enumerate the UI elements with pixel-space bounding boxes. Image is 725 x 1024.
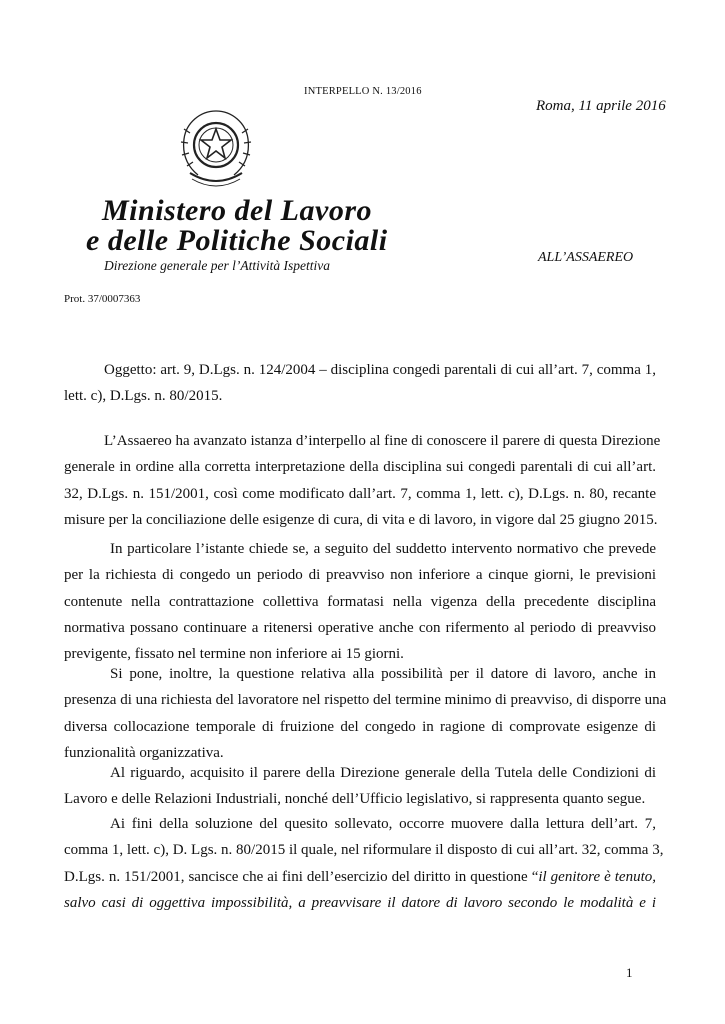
text-run: D.Lgs. n. 151/2001, sancisce che ai fini dell’esercizio del diritto in questione “ [64, 868, 539, 885]
interpello-number: INTERPELLO N. 13/2016 [304, 86, 422, 97]
text-line: Al riguardo, acquisito il parere della Direzione generale della Tutela delle Condizioni di [110, 765, 656, 781]
text-line: Ai fini della soluzione del quesito sollevato, occorre muovere dalla lettura dell’art. 7, [110, 816, 656, 832]
subject-paragraph [64, 357, 656, 410]
text-line: previgente, fissato nel termine non inferiore ai 15 giorni. [64, 646, 404, 663]
text-line: Lavoro e delle Relazioni Industriali, nonché dell’Ufficio legislativo, si rappresenta quanto segue. [64, 791, 646, 808]
text-line: lett. c), D.Lgs. n. 80/2015. [64, 388, 223, 405]
text-line: In particolare l’istante chiede se, a seguito del suddetto intervento normativo che prevede [110, 541, 656, 557]
quoted-text-italic: il genitore è tenuto, [538, 868, 656, 885]
ministry-name-line2: e delle Politiche Sociali [86, 224, 388, 257]
text-line: L’Assaereo ha avanzato istanza d’interpello al fine di conoscere il parere di questa Direzione [104, 433, 661, 449]
text-line: misure per la conciliazione delle esigenze di cura, di vita e di lavoro, in vigore dal 25 giugno 2015. [64, 511, 658, 528]
paragraph-2 [64, 536, 656, 667]
text-line: presenza di una richiesta del lavoratore nel rispetto del termine minimo di preavviso, di disporre una [64, 692, 667, 709]
text-line: funzionalità organizzativa. [64, 744, 224, 761]
paragraph-3 [64, 661, 667, 766]
text-line [64, 864, 656, 890]
text-line: normativa possano continuare a ritenersi operative anche con rifermento al periodo di preavviso [64, 619, 656, 636]
paragraph-4 [64, 760, 656, 813]
page-number: 1 [626, 965, 633, 980]
ministry-name-line1: Ministero del Lavoro [102, 194, 372, 227]
text-line: generale in ordine alla corretta interpretazione della disciplina sui congedi parentali di cui all’art. [64, 459, 656, 476]
italian-republic-emblem-icon [170, 103, 262, 193]
text-line: Si pone, inoltre, la questione relativa alla possibilità per il datore di lavoro, anche in [110, 666, 656, 682]
quoted-text-italic: salvo casi di oggettiva impossibilità, a preavvisare il datore di lavoro secondo le modalità e i [64, 894, 656, 911]
protocol-number: Prot. 37/0007363 [64, 293, 141, 305]
text-line: comma 1, lett. c), D. Lgs. n. 80/2015 il quale, nel riformulare il disposto di cui all’art. 32, comma 3, [64, 842, 664, 859]
document-date: Roma, 11 aprile 2016 [536, 98, 666, 114]
text-line [64, 890, 656, 916]
text-line: 32, D.Lgs. n. 151/2001, così come modificato dall’art. 7, comma 1, lett. c), D.Lgs. n. 80, recante [64, 485, 656, 502]
text-line: per la richiesta di congedo un periodo di preavviso non inferiore a cinque giorni, le previsioni [64, 567, 656, 584]
text-line: diversa collocazione temporale di fruizione del congedo in ragione di comprovate esigenze di [64, 718, 656, 735]
paragraph-5 [64, 811, 664, 916]
text-line: Oggetto: art. 9, D.Lgs. n. 124/2004 – disciplina congedi parentali di cui all’art. 7, comma 1, [104, 362, 656, 378]
paragraph-1 [64, 428, 661, 533]
direzione-generale: Direzione generale per l’Attività Ispettiva [104, 258, 330, 273]
text-line: contenute nella contrattazione collettiva formatasi nella vigenza della precedente disciplina [64, 593, 656, 610]
recipient: ALL’ASSAEREO [538, 250, 634, 265]
